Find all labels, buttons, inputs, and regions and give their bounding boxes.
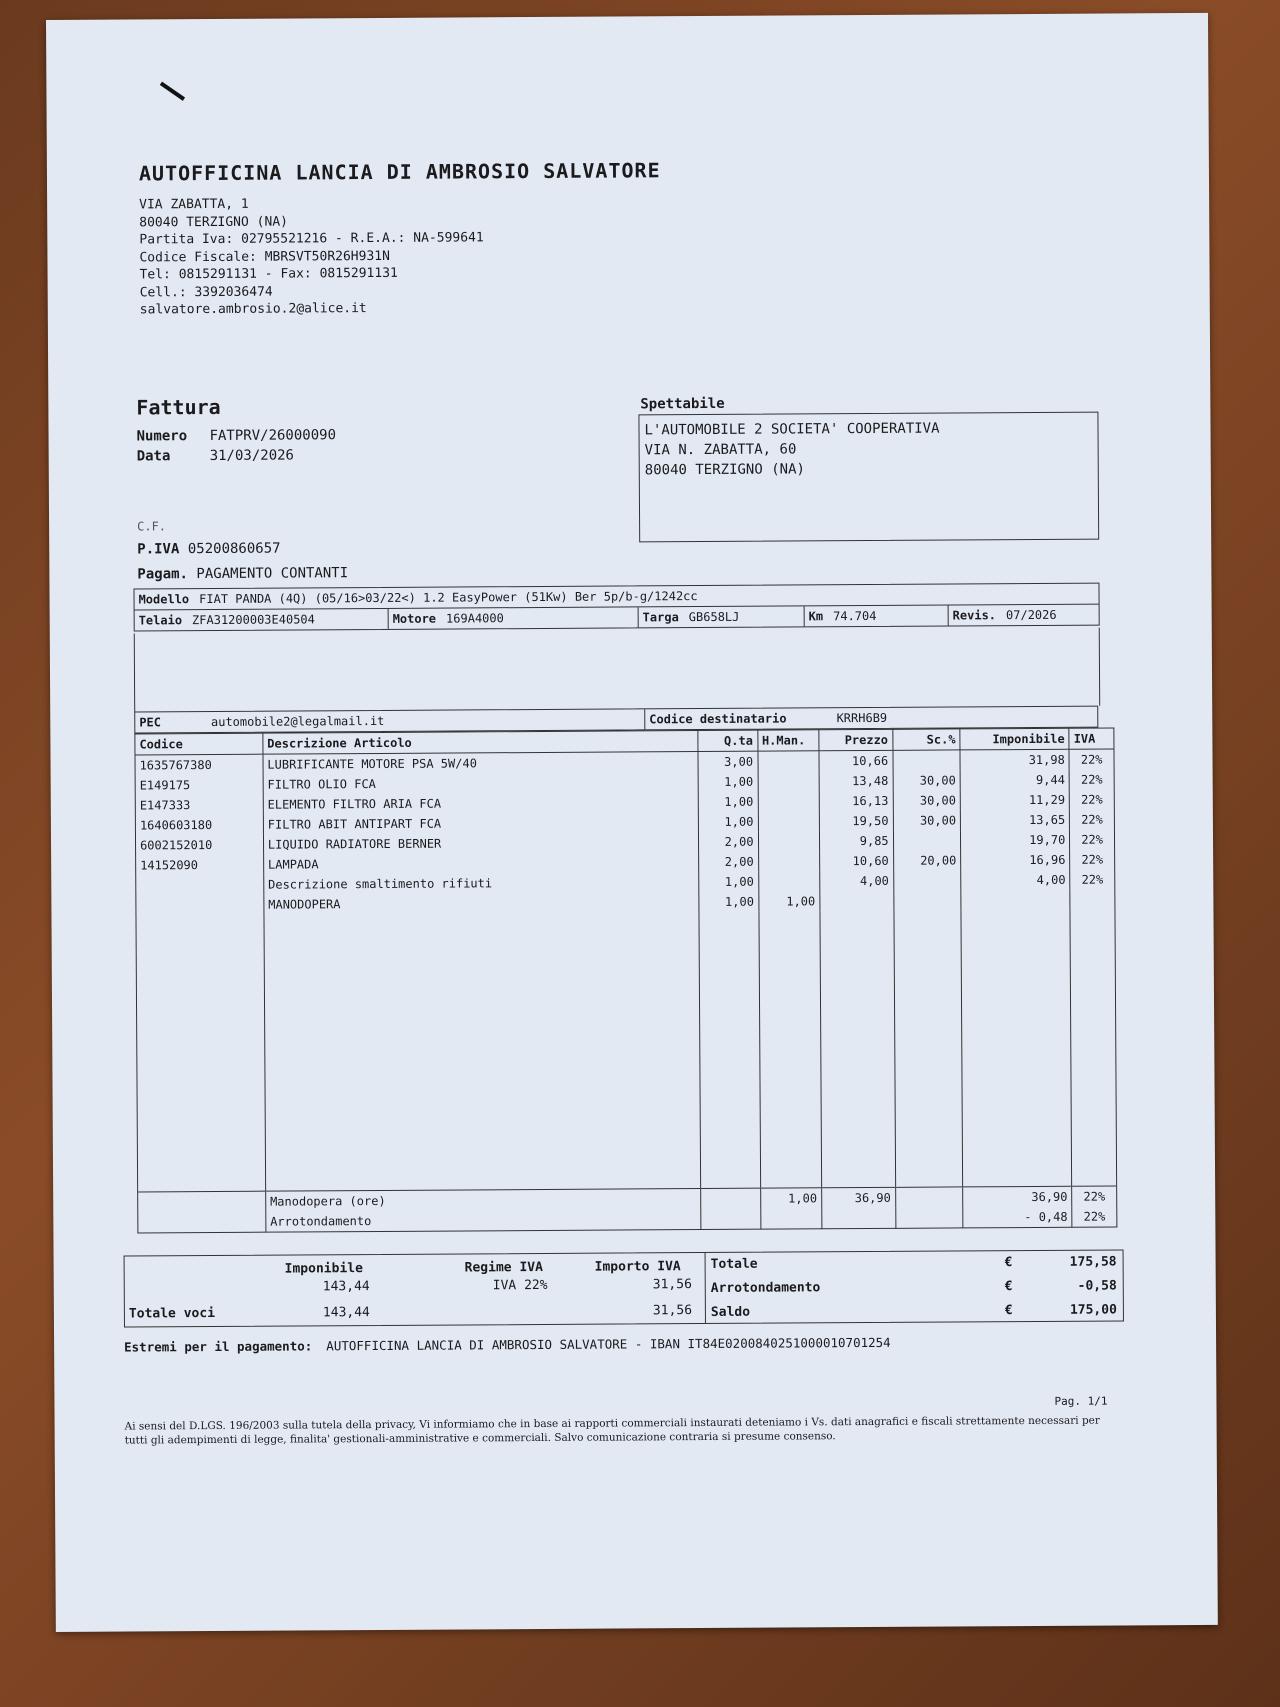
customer-vat-label: P.IVA — [137, 541, 180, 558]
item-taxable: 9,44 — [960, 770, 1069, 791]
totals-vat-label: Importo IVA — [594, 1259, 681, 1275]
company-email: salvatore.ambrosio.2@alice.it — [139, 301, 367, 318]
item-price: 9,85 — [819, 831, 893, 851]
items-body — [135, 749, 1117, 1233]
vehicle-km-cell — [805, 605, 949, 626]
vehicle-chassis-label: Telaio — [138, 613, 183, 628]
item-taxable: 16,96 — [961, 850, 1070, 871]
item-qty: 2,00 — [699, 832, 758, 852]
vehicle-revision: 07/2026 — [1005, 607, 1057, 623]
item-vat — [1070, 889, 1115, 909]
item-price: 16,13 — [819, 791, 893, 811]
payment-method-label: Pagam. — [137, 566, 189, 583]
item-taxable: 4,00 — [961, 870, 1070, 891]
item-description: Descrizione smaltimento rifiuti — [264, 872, 700, 895]
vehicle-chassis-cell — [135, 609, 389, 631]
item-hours: 1,00 — [758, 891, 819, 911]
items-total-vat: 31,56 — [652, 1303, 693, 1319]
final-rounding: -0,58 — [1077, 1278, 1117, 1294]
pec-value: automobile2@legalmail.it — [210, 713, 385, 730]
item-description: LUBRIFICANTE MOTORE PSA 5W/40 — [263, 752, 699, 775]
notes-area — [134, 628, 1100, 712]
item-discount — [893, 830, 961, 850]
item-vat: 22% — [1069, 749, 1114, 770]
totals-box — [124, 1249, 1124, 1327]
totals-divider — [705, 1253, 706, 1323]
recipient-code-value: KRRH6B9 — [836, 710, 888, 726]
vehicle-engine-label: Motore — [392, 611, 437, 626]
item-discount — [893, 750, 961, 771]
item-price: 10,66 — [819, 750, 893, 771]
item-taxable: 11,29 — [960, 790, 1069, 811]
company-address: VIA ZABATTA, 1 — [139, 196, 249, 213]
payment-method-value: PAGAMENTO CONTANTI — [196, 565, 349, 583]
item-qty: 1,00 — [699, 872, 758, 892]
invoice-info — [136, 425, 336, 466]
item-code: 1635767380 — [135, 754, 263, 775]
item-hours — [758, 871, 819, 891]
item-taxable: 19,70 — [961, 830, 1070, 851]
item-hours — [758, 791, 819, 811]
item-vat: 22% — [1069, 769, 1114, 789]
item-taxable: 13,65 — [961, 810, 1070, 831]
item-description: LAMPADA — [263, 852, 699, 875]
labor-vat: 22% — [1072, 1186, 1117, 1207]
labor-discount — [895, 1187, 963, 1208]
item-hours — [757, 751, 818, 772]
totals-taxable-label: Imponibile — [284, 1261, 363, 1277]
item-taxable: 31,98 — [960, 749, 1069, 770]
item-hours — [758, 771, 819, 791]
item-vat: 22% — [1070, 849, 1115, 869]
items-total-label: Totale voci — [128, 1305, 216, 1322]
item-vat: 22% — [1070, 829, 1115, 849]
totals-regime: IVA 22% — [492, 1277, 548, 1294]
item-qty: 2,00 — [699, 852, 758, 872]
item-discount — [893, 870, 961, 890]
item-code: 6002152010 — [135, 835, 263, 856]
invoice-paper — [46, 13, 1218, 1632]
rounding-hours — [760, 1208, 821, 1229]
vehicle-plate: GB658LJ — [688, 609, 740, 625]
invoice-number-label: Numero — [136, 428, 188, 445]
item-hours — [758, 831, 819, 851]
item-description: FILTRO OLIO FCA — [263, 772, 699, 795]
vehicle-table — [133, 583, 1099, 632]
item-discount: 30,00 — [893, 790, 961, 810]
rounding-code — [138, 1212, 266, 1233]
customer-vat — [137, 541, 280, 558]
vehicle-model-label: Modello — [138, 592, 190, 607]
vehicle-model-cell — [134, 586, 701, 609]
recipient-city: 80040 TERZIGNO (NA) — [644, 461, 805, 479]
labor-taxable: 36,90 — [963, 1186, 1072, 1207]
company-details — [139, 194, 484, 319]
item-qty: 1,00 — [699, 792, 758, 812]
labor-description: Manodopera (ore) — [265, 1189, 701, 1212]
item-discount: 30,00 — [893, 810, 961, 830]
grand-total: 175,58 — [1069, 1254, 1117, 1270]
item-vat: 22% — [1070, 809, 1115, 829]
item-code: 14152090 — [136, 855, 264, 876]
final-rounding-currency: € — [1004, 1279, 1013, 1295]
item-hours — [758, 811, 819, 831]
totals-vat-amount: 31,56 — [652, 1277, 692, 1293]
invoice-date: 31/03/2026 — [209, 447, 295, 465]
item-qty: 1,00 — [699, 892, 758, 912]
company-city: 80040 TERZIGNO (NA) — [139, 214, 289, 230]
page-number: Pag. 1/1 — [1054, 1394, 1108, 1408]
item-hours — [758, 851, 819, 871]
items-table — [134, 727, 1117, 1233]
customer-vat-value: 05200860657 — [187, 540, 281, 558]
vehicle-km-label: Km — [808, 609, 824, 624]
rounding-discount — [895, 1207, 963, 1228]
grand-total-label: Totale — [710, 1256, 758, 1272]
col-price: Prezzo — [819, 729, 893, 750]
item-code: E147333 — [135, 795, 263, 816]
final-rounding-label: Arrotondamento — [710, 1280, 821, 1296]
vehicle-revision-cell — [949, 605, 1099, 626]
item-price — [820, 891, 894, 911]
item-qty: 1,00 — [699, 812, 758, 832]
rounding-taxable: - 0,48 — [963, 1207, 1072, 1228]
col-taxable: Imponibile — [960, 728, 1069, 750]
vehicle-plate-label: Targa — [642, 610, 679, 625]
labor-price: 36,90 — [821, 1187, 895, 1208]
item-vat: 22% — [1070, 869, 1115, 889]
col-hours: H.Man. — [757, 730, 818, 751]
vehicle-model: FIAT PANDA (4Q) (05/16>03/22<) 1.2 EasyPower (51Kw) Ber 5p/b-g/1242cc — [199, 589, 698, 607]
col-vat: IVA — [1069, 728, 1114, 749]
rounding-description: Arrotondamento — [266, 1209, 702, 1232]
invoice-number: FATPRV/26000090 — [209, 427, 337, 445]
items-filler — [136, 909, 1117, 1191]
item-code — [136, 875, 264, 896]
vehicle-km: 74.704 — [833, 608, 877, 624]
col-code: Codice — [135, 733, 263, 755]
labor-hours: 1,00 — [760, 1188, 821, 1209]
item-discount — [893, 890, 961, 910]
company-fiscal-code: Codice Fiscale: MBRSVT50R26H931N — [139, 248, 390, 265]
payment-method — [137, 565, 348, 582]
grand-total-currency: € — [1004, 1255, 1013, 1271]
item-price: 10,60 — [819, 851, 893, 871]
item-qty: 3,00 — [698, 751, 757, 772]
balance: 175,00 — [1069, 1302, 1117, 1318]
item-code: E149175 — [135, 775, 263, 796]
company-vat: Partita Iva: 02795521216 - R.E.A.: NA-599641 — [139, 230, 484, 248]
item-taxable — [961, 890, 1070, 911]
pec-cell — [135, 709, 645, 732]
vehicle-revision-label: Revis. — [952, 608, 997, 623]
recipient-code-cell — [645, 711, 887, 726]
items-total-taxable: 143,44 — [322, 1305, 370, 1321]
recipient-details — [644, 419, 939, 481]
item-qty: 1,00 — [698, 772, 757, 792]
item-code — [136, 895, 264, 916]
privacy-notice: Ai sensi del D.LGS. 196/2003 sulla tutela della privacy, Vi informiamo che in base ai rapporti commerciali instaurati deteniamo i Vs. dati anagrafici e fiscali strettamente necessari per tutti gli adempimenti di legge, finalita' gestionali-amministrative e commerciali. Salvo comunicazione contraria si presume consenso. — [124, 1414, 1100, 1447]
invoice-date-label: Data — [136, 448, 171, 465]
rounding-price — [822, 1208, 896, 1229]
company-phone: Tel: 0815291131 - Fax: 0815291131 — [139, 265, 398, 283]
pen-mark — [160, 82, 185, 101]
vehicle-engine-cell — [389, 607, 639, 629]
vehicle-engine: 169A4000 — [445, 611, 504, 626]
payment-details — [124, 1335, 891, 1355]
company-cell: Cell.: 3392036474 — [139, 284, 273, 300]
totals-taxable: 143,44 — [322, 1279, 370, 1295]
payment-details-label: Estremi per il pagamento: — [124, 1338, 313, 1355]
item-description: FILTRO ABIT ANTIPART FCA — [263, 812, 699, 835]
recipient-name: L'AUTOMOBILE 2 SOCIETA' COOPERATIVA — [644, 420, 940, 439]
item-price: 4,00 — [820, 871, 894, 891]
rounding-vat: 22% — [1072, 1206, 1117, 1227]
recipient-label: Spettabile — [640, 395, 725, 413]
balance-label: Saldo — [710, 1304, 751, 1320]
balance-currency: € — [1004, 1303, 1013, 1319]
col-qty: Q.ta — [698, 730, 757, 751]
item-description: LIQUIDO RADIATORE BERNER — [263, 832, 699, 855]
item-discount: 30,00 — [893, 770, 961, 790]
document-title: Fattura — [136, 394, 221, 420]
payment-details-value: AUTOFFICINA LANCIA DI AMBROSIO SALVATORE - IBAN IT84E0200840251000010701254 — [326, 1334, 891, 1354]
item-description: MANODOPERA — [264, 892, 700, 915]
pec-label: PEC — [139, 715, 162, 730]
recipient-address: VIA N. ZABATTA, 60 — [644, 441, 797, 459]
totals-regime-label: Regime IVA — [464, 1259, 543, 1276]
col-description: Descrizione Articolo — [263, 731, 699, 755]
company-name: AUTOFFICINA LANCIA DI AMBROSIO SALVATORE — [138, 158, 661, 186]
labor-code — [138, 1191, 266, 1212]
col-discount: Sc.% — [892, 729, 960, 750]
item-vat: 22% — [1069, 789, 1114, 809]
item-price: 13,48 — [819, 771, 893, 791]
item-discount: 20,00 — [893, 850, 961, 870]
labor-qty — [701, 1188, 760, 1209]
vehicle-plate-cell — [639, 606, 805, 627]
item-description: ELEMENTO FILTRO ARIA FCA — [263, 792, 699, 815]
rounding-qty — [701, 1209, 760, 1230]
cf-fragment: C.F. — [137, 519, 167, 534]
item-price: 19,50 — [819, 811, 893, 831]
item-code: 1640603180 — [135, 815, 263, 836]
vehicle-chassis: ZFA31200003E40504 — [191, 612, 315, 628]
recipient-code-label: Codice destinatario — [649, 711, 787, 727]
